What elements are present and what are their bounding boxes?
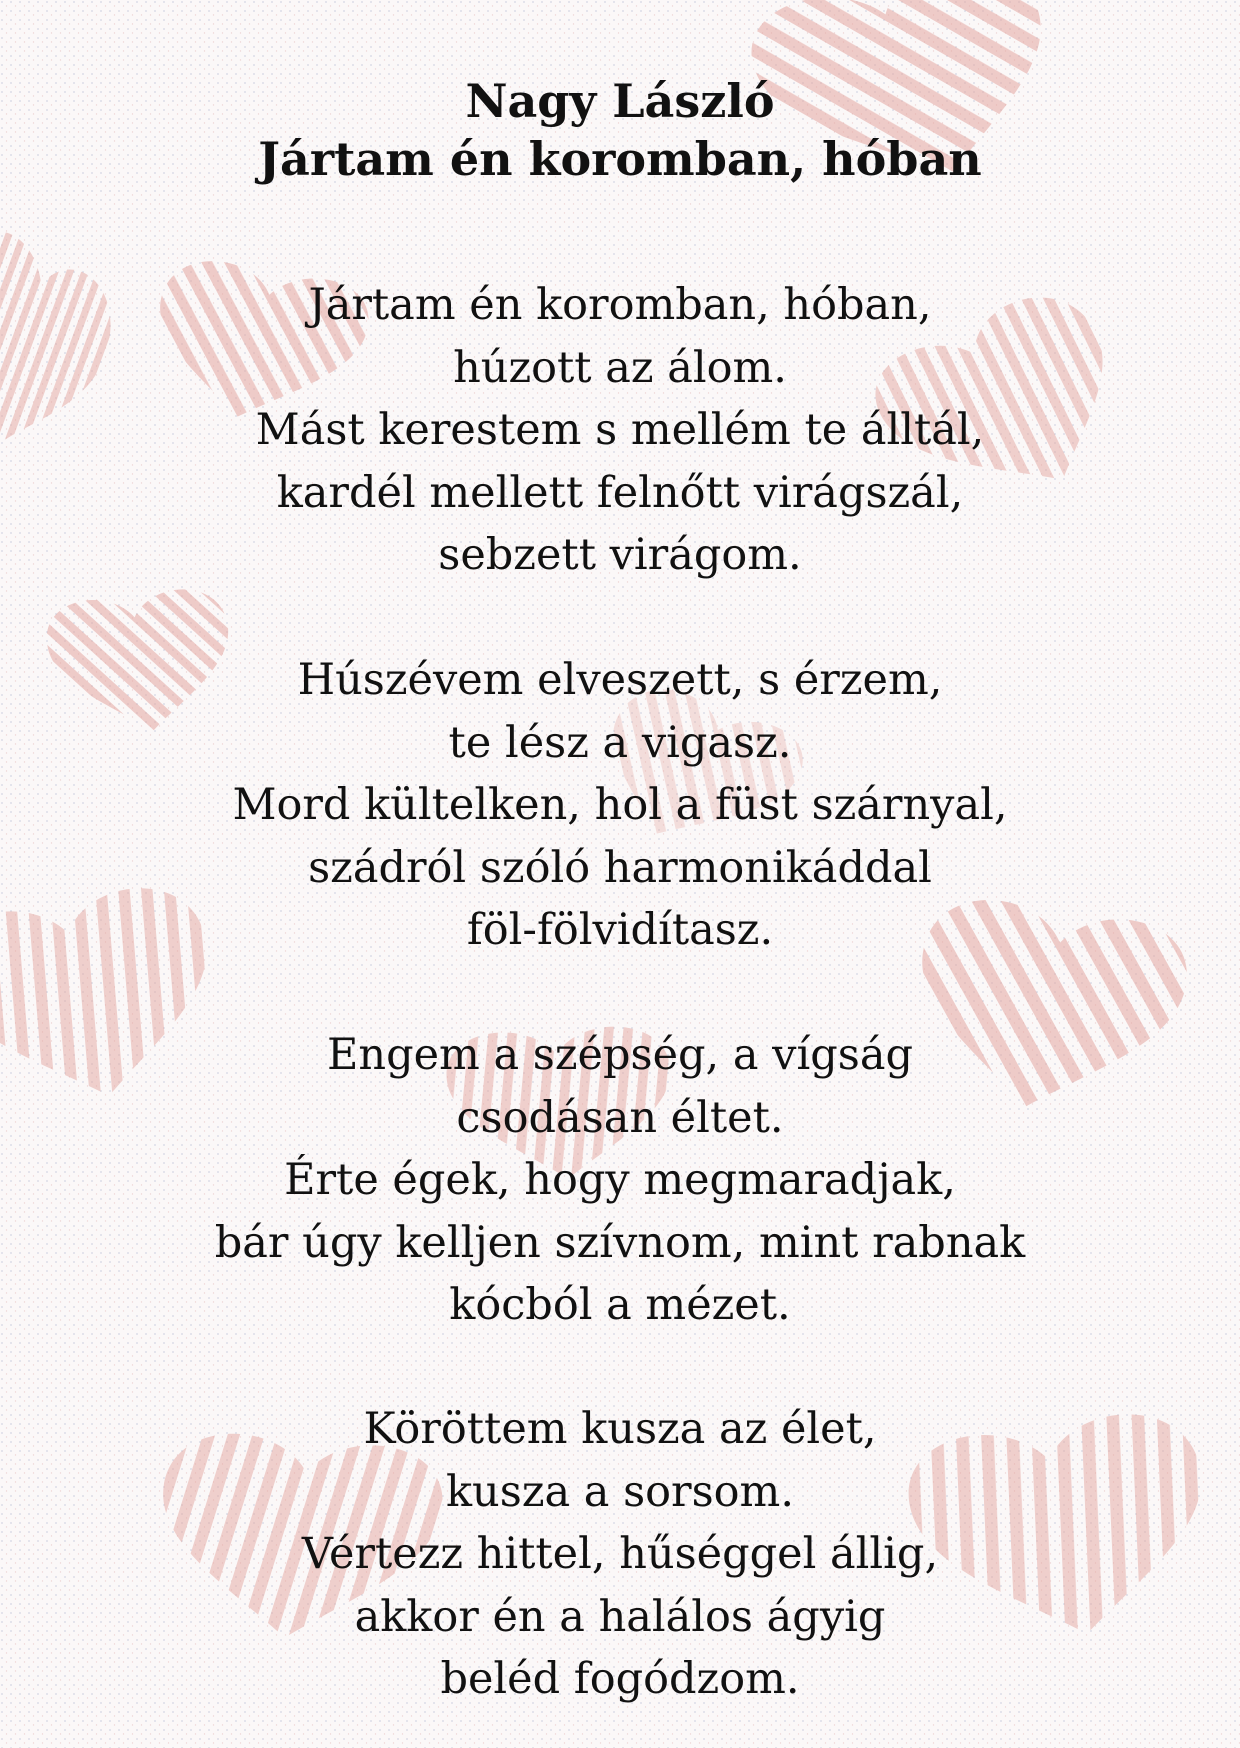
poem-line: Jártam én koromban, hóban, — [308, 280, 932, 330]
author-name: Nagy László — [465, 74, 775, 128]
stanza-4 — [0, 1398, 1240, 1711]
poem-line: kardél mellett felnőtt virágszál, — [276, 467, 964, 518]
poem-line: Köröttem kusza az élet, — [363, 1404, 877, 1454]
poem-title: Jártam én koromban, hóban — [258, 132, 982, 186]
poem-line: Húszévem elveszett, s érzem, — [297, 655, 943, 705]
poem-line: szádról szóló harmonikáddal — [308, 842, 932, 893]
poem-line: Vértezz hittel, hűséggel állig, — [301, 1529, 939, 1579]
poem-line: kócból a mézet. — [449, 1280, 791, 1330]
poem-line: Mást kerestem s mellém te álltál, — [255, 405, 985, 455]
stanza-1 — [0, 274, 1240, 587]
stanza-3 — [0, 1024, 1240, 1337]
poem-line: föl-fölvidítasz. — [466, 905, 774, 955]
poem-line: húzott az álom. — [453, 342, 787, 393]
poem-line: csodásan éltet. — [456, 1092, 784, 1143]
poem-line: bár úgy kelljen szívnom, mint rabnak — [214, 1217, 1026, 1268]
poem-line: beléd fogódzom. — [440, 1654, 800, 1704]
poem-line: Engem a szépség, a vígság — [327, 1030, 913, 1080]
poem-line: akkor én a halálos ágyig — [354, 1591, 886, 1642]
poem-line: te lész a vigasz. — [448, 717, 792, 768]
poem-line: sebzett virágom. — [438, 530, 802, 580]
poem-line: Érte égek, hogy megmaradjak, — [284, 1155, 956, 1205]
stanza-2 — [0, 649, 1240, 962]
poem-line: kusza a sorsom. — [446, 1466, 794, 1517]
poem-line: Mord kültelken, hol a füst szárnyal, — [232, 780, 1008, 830]
poem-header — [0, 72, 1240, 188]
